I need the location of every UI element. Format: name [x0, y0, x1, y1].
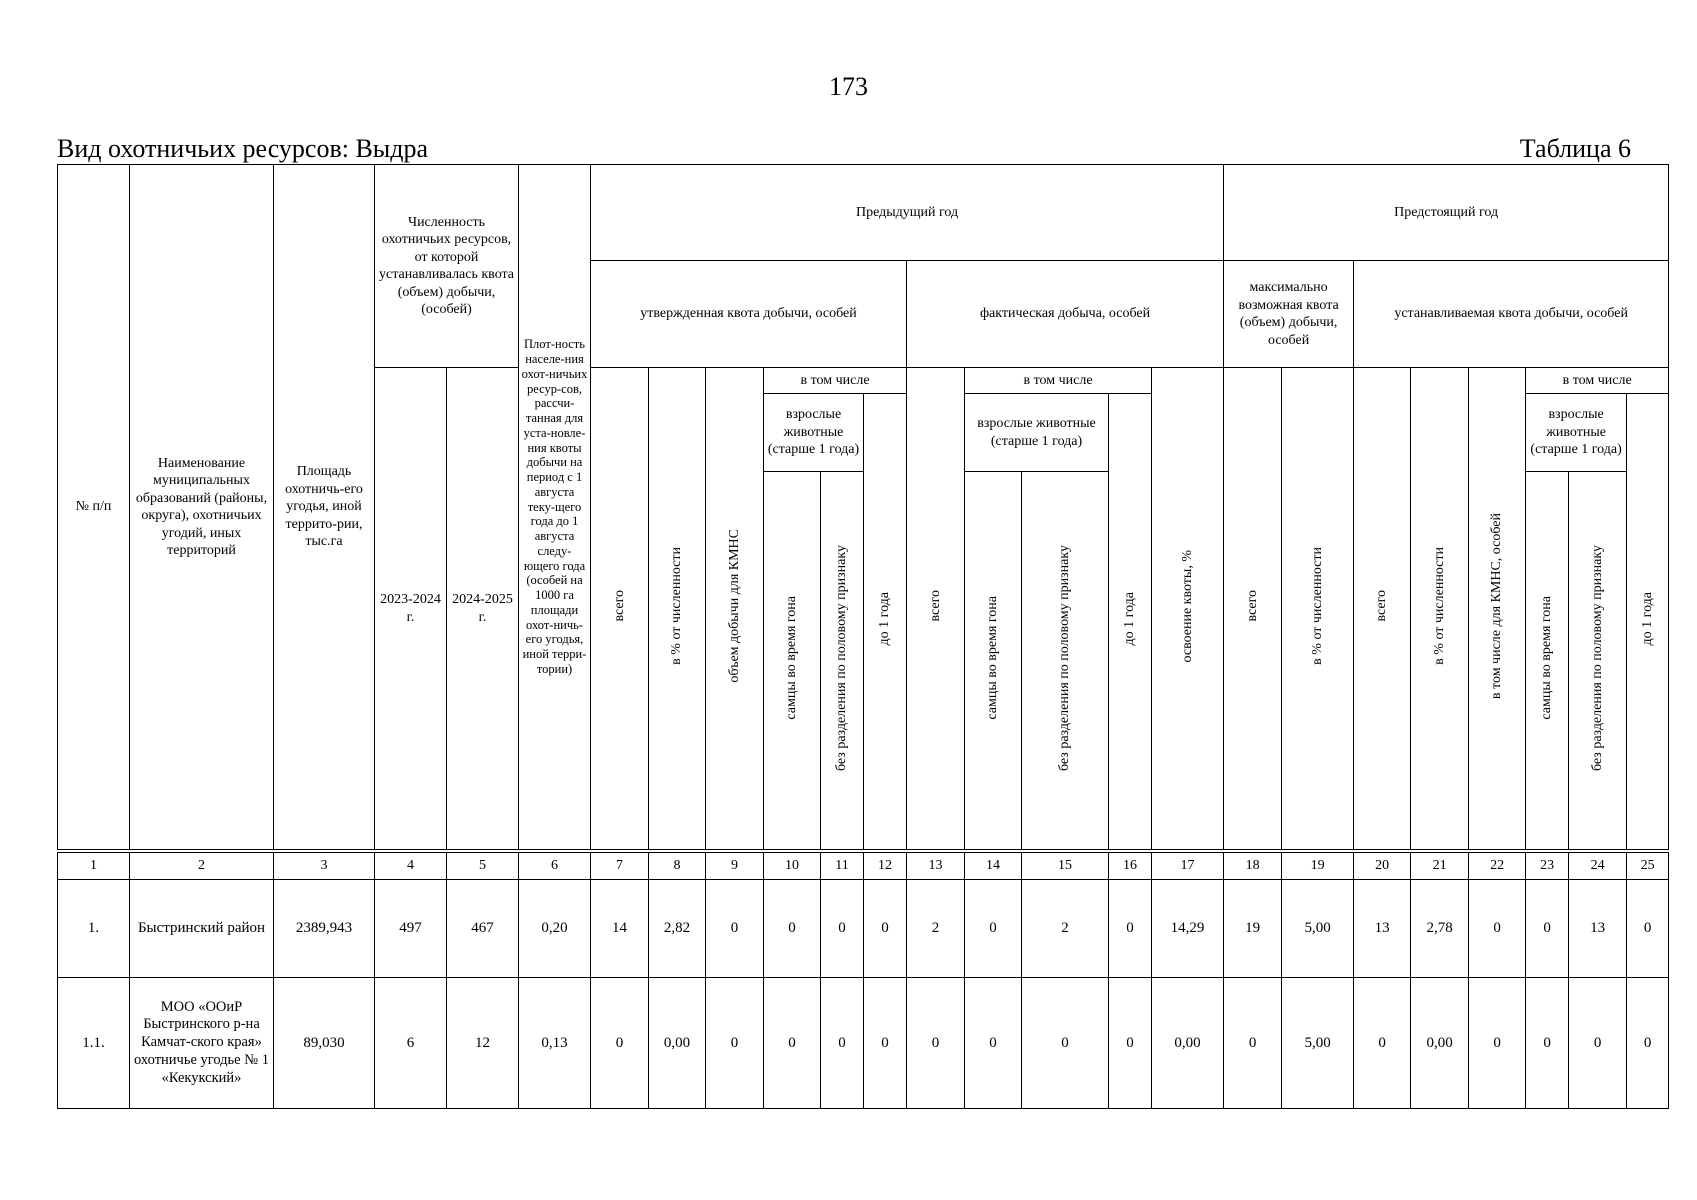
cell: 0 — [706, 978, 764, 1109]
cell: 19 — [1224, 880, 1282, 978]
cell: 6 — [375, 978, 447, 1109]
cell: 0 — [1627, 978, 1669, 1109]
table-label: Таблица 6 — [1519, 134, 1631, 163]
cell: 0,13 — [519, 978, 591, 1109]
cell: 0 — [1224, 978, 1282, 1109]
cell: 2 — [1022, 880, 1109, 978]
cell: 2 — [907, 880, 965, 978]
header-max-quota: максимально возможная квота (объем) добычи, особей — [1224, 261, 1354, 368]
cell: 0 — [1627, 880, 1669, 978]
header-density: Плот-ность населе-ния охот-ничьих ресур-сов, рассчи-танная для уста-новле-ния квоты добычи на период с 1 августа теку-щего года до 1 августа следу-ющего года (особей на 1000 га площади охот-ничь-его угодья, иной терри-тории) — [519, 165, 591, 850]
header-c19: в % от численности — [1282, 368, 1354, 850]
colnum-cell: 15 — [1022, 853, 1109, 880]
colnum-cell: 24 — [1569, 853, 1627, 880]
header-c12: до 1 года — [864, 394, 907, 850]
header-adults-actual: взрослые животные (старше 1 года) — [965, 394, 1109, 472]
cell: 14,29 — [1152, 880, 1224, 978]
header-c24: без разделения по половому признаку — [1569, 472, 1627, 850]
header-c22: в том числе для КМНС, особей — [1469, 368, 1526, 850]
header-actual-harvest: фактическая добыча, особей — [907, 261, 1224, 368]
colnum-cell: 12 — [864, 853, 907, 880]
quota-table — [57, 164, 1669, 1109]
cell: 0 — [821, 978, 864, 1109]
header-c18: всего — [1224, 368, 1282, 850]
header-num: № п/п — [58, 165, 130, 850]
cell: 0,00 — [649, 978, 706, 1109]
cell: 0 — [965, 978, 1022, 1109]
header-incl-actual: в том числе — [965, 368, 1152, 394]
cell: 0,00 — [1411, 978, 1469, 1109]
colnum-cell: 5 — [447, 853, 519, 880]
header-adults-set: взрослые животные (старше 1 года) — [1526, 394, 1627, 472]
cell: 0 — [706, 880, 764, 978]
row-name: Быстринский район — [130, 880, 274, 978]
colnum-cell: 10 — [764, 853, 821, 880]
table-row — [58, 880, 1669, 978]
cell: 13 — [1354, 880, 1411, 978]
cell: 13 — [1569, 880, 1627, 978]
header-c17: освоение квоты, % — [1152, 368, 1224, 850]
cell: 0 — [1354, 978, 1411, 1109]
header-set-quota: устанавливаемая квота добычи, особей — [1354, 261, 1669, 368]
colnum-cell: 18 — [1224, 853, 1282, 880]
header-c16: до 1 года — [1109, 394, 1152, 850]
header-next-year: Предстоящий год — [1224, 165, 1669, 261]
cell: 0 — [1109, 880, 1152, 978]
colnum-cell: 22 — [1469, 853, 1526, 880]
colnum-cell: 8 — [649, 853, 706, 880]
header-c14: самцы во время гона — [965, 472, 1022, 850]
cell: 0 — [1022, 978, 1109, 1109]
header-c7: всего — [591, 368, 649, 850]
cell: 0 — [864, 880, 907, 978]
colnum-cell: 6 — [519, 853, 591, 880]
header-c11: без разделения по половому признаку — [821, 472, 864, 850]
header-prev-year: Предыдущий год — [591, 165, 1224, 261]
cell: 0 — [1526, 880, 1569, 978]
column-number-row — [58, 853, 1669, 880]
colnum-cell: 9 — [706, 853, 764, 880]
header-c9: объем добычи для КМНС — [706, 368, 764, 850]
header-adults-prev: взрослые животные (старше 1 года) — [764, 394, 864, 472]
colnum-cell: 4 — [375, 853, 447, 880]
header-c25: до 1 года — [1627, 394, 1669, 850]
header-incl-prev: в том числе — [764, 368, 907, 394]
cell: 497 — [375, 880, 447, 978]
page-number: 173 — [829, 72, 868, 101]
row-num: 1.1. — [58, 978, 130, 1109]
cell: 0,00 — [1152, 978, 1224, 1109]
colnum-cell: 14 — [965, 853, 1022, 880]
cell: 0 — [864, 978, 907, 1109]
header-incl-set: в том числе — [1526, 368, 1669, 394]
cell: 467 — [447, 880, 519, 978]
header-year-b: 2024-2025 г. — [447, 368, 519, 850]
cell: 2389,943 — [274, 880, 375, 978]
cell: 0 — [764, 978, 821, 1109]
header-c15: без разделения по половому признаку — [1022, 472, 1109, 850]
cell: 0 — [764, 880, 821, 978]
cell: 5,00 — [1282, 880, 1354, 978]
colnum-cell: 19 — [1282, 853, 1354, 880]
cell: 12 — [447, 978, 519, 1109]
colnum-cell: 16 — [1109, 853, 1152, 880]
cell: 2,78 — [1411, 880, 1469, 978]
cell: 0,20 — [519, 880, 591, 978]
cell: 2,82 — [649, 880, 706, 978]
colnum-cell: 21 — [1411, 853, 1469, 880]
cell: 0 — [1109, 978, 1152, 1109]
cell: 0 — [591, 978, 649, 1109]
document-title: Вид охотничьих ресурсов: Выдра — [57, 134, 429, 163]
row-num: 1. — [58, 880, 130, 978]
colnum-cell: 2 — [130, 853, 274, 880]
cell: 0 — [821, 880, 864, 978]
header-population: Численность охотничьих ресурсов, от которой устанавливалась квота (объем) добычи, (особей) — [375, 165, 519, 368]
colnum-cell: 3 — [274, 853, 375, 880]
colnum-cell: 7 — [591, 853, 649, 880]
colnum-cell: 13 — [907, 853, 965, 880]
header-c21: в % от численности — [1411, 368, 1469, 850]
row-name: МОО «ООиР Быстринского р-на Камчат-ского края» охотничье угодье № 1 «Кекукский» — [130, 978, 274, 1109]
cell: 0 — [907, 978, 965, 1109]
colnum-cell: 25 — [1627, 853, 1669, 880]
cell: 0 — [1526, 978, 1569, 1109]
cell: 14 — [591, 880, 649, 978]
colnum-cell: 23 — [1526, 853, 1569, 880]
header-c23: самцы во время гона — [1526, 472, 1569, 850]
header-approved-quota: утвержденная квота добычи, особей — [591, 261, 907, 368]
header-area: Площадь охотничь-его угодья, иной террито-рии, тыс.га — [274, 165, 375, 850]
cell: 5,00 — [1282, 978, 1354, 1109]
header-c10: самцы во время гона — [764, 472, 821, 850]
header-year-a: 2023-2024 г. — [375, 368, 447, 850]
colnum-cell: 20 — [1354, 853, 1411, 880]
header-name: Наименование муниципальных образований (районы, округа), охотничьих угодий, иных территорий — [130, 165, 274, 850]
cell: 0 — [965, 880, 1022, 978]
cell: 0 — [1469, 880, 1526, 978]
colnum-cell: 1 — [58, 853, 130, 880]
table-row — [58, 978, 1669, 1109]
colnum-cell: 17 — [1152, 853, 1224, 880]
header-c20: всего — [1354, 368, 1411, 850]
header-c13: всего — [907, 368, 965, 850]
cell: 0 — [1469, 978, 1526, 1109]
cell: 0 — [1569, 978, 1627, 1109]
cell: 89,030 — [274, 978, 375, 1109]
colnum-cell: 11 — [821, 853, 864, 880]
header-c8: в % от численности — [649, 368, 706, 850]
